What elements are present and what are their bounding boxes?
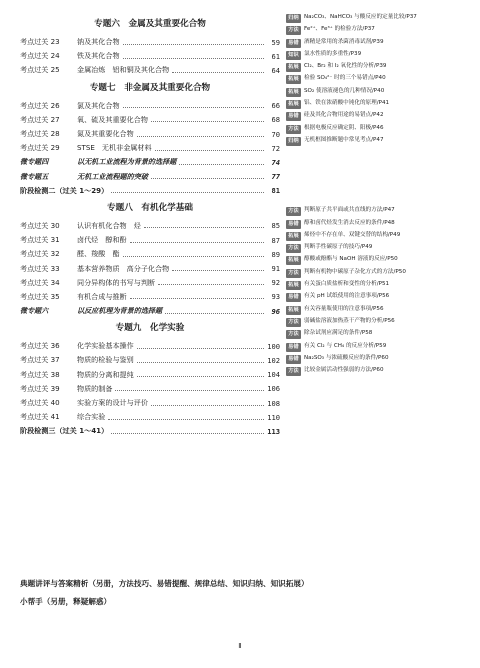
sidebar-text: 判断手性碳原子的技巧/P49 (304, 244, 373, 251)
toc-row[interactable] (20, 219, 280, 233)
toc-row[interactable] (20, 113, 280, 127)
sidebar-tag: 易错 (286, 293, 301, 302)
toc-text: 同分异构体的书写与判断 (77, 277, 156, 287)
sidebar-item[interactable] (286, 318, 468, 327)
dot-leader (158, 284, 264, 285)
toc-row-special-topic[interactable] (20, 155, 280, 169)
toc-text: 物质的分离和提纯 (77, 369, 134, 379)
toc-page-number: 93 (271, 292, 280, 302)
dot-leader (137, 362, 264, 363)
toc-left-column (20, 14, 280, 439)
toc-page-number: 89 (271, 249, 280, 259)
sidebar-text: 判断有机物中碳原子杂化方式的方法/P50 (304, 268, 406, 275)
toc-label: 考点过关 28 (20, 129, 60, 139)
toc-row[interactable] (20, 63, 280, 77)
toc-label: 考点过关 36 (20, 341, 60, 351)
supplement-note: 典题讲评与答案精析（另册，方法技巧、易错提醒、规律总结、知识归纳、知识拓展） (20, 579, 309, 588)
sidebar-item[interactable] (286, 112, 468, 121)
toc-row[interactable] (20, 276, 280, 290)
toc-page-number: 72 (271, 143, 280, 153)
toc-label: 考点过关 35 (20, 291, 60, 301)
dot-leader (123, 107, 264, 108)
toc-page-number: 102 (267, 355, 280, 365)
toc-page-number: 104 (267, 370, 280, 380)
toc-label: 考点过关 31 (20, 235, 60, 245)
sidebar-tag: 拓展 (286, 281, 301, 290)
sidebar-text: 醇酸或酚酯与 NaOH 溶液的反应/P50 (304, 256, 398, 263)
toc-label: 考点过关 40 (20, 398, 60, 408)
sidebar-item[interactable] (286, 75, 468, 84)
sidebar-item[interactable] (286, 269, 468, 278)
toc-row[interactable] (20, 127, 280, 141)
toc-text: 醛、羧酸 酯 (77, 249, 120, 259)
toc-row[interactable] (20, 290, 280, 304)
sidebar-text: 醇和卤代烃发生消去反应的条件/P48 (304, 219, 395, 226)
section-title: 专题八 有机化学基础 (107, 202, 193, 213)
toc-label: 考点过关 33 (20, 263, 60, 273)
toc-page-number: 110 (267, 412, 280, 422)
toc-label: 考点过关 39 (20, 383, 60, 393)
dot-leader (123, 256, 264, 257)
sidebar-text: Na₂CO₃、NaHCO₃ 与酸反应的定量比较/P37 (304, 14, 417, 20)
toc-text: 无机工业流程题的突破 (77, 171, 148, 181)
dot-leader (130, 242, 264, 243)
toc-label: 考点过关 32 (20, 249, 60, 259)
toc-text: 以无机工业流程为背景的选择题 (77, 157, 177, 167)
sidebar-text: 氯水性质的多重性/P39 (304, 50, 362, 57)
toc-row[interactable] (20, 141, 280, 155)
sidebar-text: 酒精是常用的杀菌消毒试剂/P39 (304, 38, 384, 45)
dot-leader (155, 150, 264, 151)
toc-label: 考点过关 41 (20, 412, 60, 422)
toc-page-number: 68 (271, 115, 280, 125)
dot-leader (137, 348, 264, 349)
toc-text: 物质的制备 (77, 383, 113, 393)
toc-label: 考点过关 29 (20, 143, 60, 153)
sidebar-item[interactable] (286, 256, 468, 265)
page-number: Ⅱ (238, 642, 242, 650)
sidebar-item[interactable] (286, 343, 468, 352)
toc-page-number: 113 (267, 426, 280, 436)
sidebar-tag: 拓展 (286, 63, 301, 72)
sidebar-tag: 方法 (286, 125, 301, 134)
toc-row-stage-test[interactable] (20, 424, 280, 438)
sidebar-tag: 知识 (286, 51, 301, 60)
toc-text: 氧、硫及其重要化合物 (77, 114, 148, 124)
dot-leader (130, 298, 264, 299)
sidebar-text: 检验 SO₄²⁻ 时的三个易错点/P40 (304, 75, 386, 82)
dot-leader (111, 192, 264, 193)
toc-page-number: 59 (271, 37, 280, 47)
sidebar-text: 烯烃中不存在单、双键交替的结构/P49 (304, 231, 401, 238)
toc-page-number: 92 (271, 278, 280, 288)
toc-text: 阶段检测三（过关 1～41） (20, 426, 109, 436)
section-title: 专题九 化学实验 (115, 323, 185, 334)
toc-label: 微专题五 (20, 171, 49, 181)
sidebar-tag: 方法 (286, 318, 301, 327)
sidebar-item[interactable] (286, 63, 468, 72)
toc-label: 考点过关 37 (20, 355, 60, 365)
sidebar-tag: 拓展 (286, 75, 301, 84)
toc-text: STSE 无机非金属材料 (77, 143, 152, 153)
sidebar-tag: 归纳 (286, 14, 301, 23)
toc-page-number: 64 (271, 65, 280, 75)
sidebar-text: 有关容量瓶使用的注意事项/P56 (304, 305, 384, 312)
sidebar-tag: 拓展 (286, 100, 301, 109)
sidebar-text: 除杂试剂应满足的条件/P58 (304, 330, 373, 337)
toc-text: 铁及其化合物 (77, 51, 120, 61)
sidebar-text: 比较金属活动性强弱的方法/P60 (304, 367, 384, 374)
toc-text: 化学实验基本操作 (77, 341, 134, 351)
toc-row[interactable] (20, 247, 280, 261)
toc-page-number: 108 (267, 398, 280, 408)
sidebar-tag: 拓展 (286, 88, 301, 97)
sidebar-item[interactable] (286, 137, 468, 146)
toc-text: 氯及其化合物 (77, 100, 120, 110)
sidebar-item[interactable] (286, 281, 468, 290)
toc-page-number: 77 (271, 172, 280, 182)
sidebar-item[interactable] (286, 39, 468, 48)
sidebar-tag: 易错 (286, 220, 301, 229)
dot-leader (137, 136, 264, 137)
sidebar-text: 硅及其化合物用途的易错点/P42 (304, 112, 384, 119)
sidebar-item[interactable] (286, 367, 468, 376)
toc-row[interactable] (20, 396, 280, 410)
section-title: 专题七 非金属及其重要化合物 (89, 82, 211, 93)
toc-row[interactable] (20, 339, 280, 353)
toc-page-number: 70 (271, 129, 280, 139)
sidebar-tag: 方法 (286, 26, 301, 35)
dot-leader (165, 313, 264, 314)
sidebar-group (286, 14, 468, 146)
dot-leader (151, 405, 264, 406)
sidebar-tag: 归纳 (286, 137, 301, 146)
toc-page-number: 74 (271, 157, 280, 167)
section-title: 专题六 金属及其重要化合物 (94, 19, 206, 29)
sidebar-tag: 方法 (286, 244, 301, 253)
sidebar-item[interactable] (286, 355, 468, 364)
dot-leader (179, 164, 264, 165)
sidebar-tag: 易错 (286, 39, 301, 48)
toc-page-number: 100 (267, 341, 280, 351)
toc-page-number: 87 (271, 235, 280, 245)
sidebar-item[interactable] (286, 244, 468, 253)
toc-row[interactable] (20, 353, 280, 367)
toc-text: 基本营养物质 高分子化合物 (77, 263, 170, 273)
sidebar-tag: 拓展 (286, 232, 301, 241)
dot-leader (108, 419, 264, 420)
toc-row[interactable] (20, 49, 280, 63)
toc-text: 金属冶炼 铝和铜及其化合物 (77, 65, 170, 75)
sidebar-tag: 易错 (286, 112, 301, 121)
toc-sidebar-column (286, 14, 468, 379)
sidebar-group (286, 207, 468, 376)
sidebar-item[interactable] (286, 220, 468, 229)
toc-label: 考点过关 23 (20, 37, 60, 47)
sidebar-text: 根据电极反应确定阴、阳极/P46 (304, 124, 384, 131)
sidebar-tag: 方法 (286, 330, 301, 339)
toc-text: 卤代烃 醇和酚 (77, 235, 127, 245)
sidebar-text: 有关 pH 试纸使用的注意事项/P56 (304, 293, 390, 300)
sidebar-tag: 方法 (286, 269, 301, 278)
toc-page-number: 85 (271, 221, 280, 231)
toc-row[interactable] (20, 410, 280, 424)
toc-label: 考点过关 30 (20, 220, 60, 230)
sidebar-text: 有关 Cl₂ 与 CH₄ 的反应分析/P59 (304, 342, 387, 349)
sidebar-item[interactable] (286, 232, 468, 241)
toc-text: 实验方案的设计与评价 (77, 398, 148, 408)
toc-text: 钠及其化合物 (77, 37, 120, 47)
sidebar-item[interactable] (286, 14, 468, 23)
sidebar-tag: 方法 (286, 367, 301, 376)
toc-page-number: 61 (271, 51, 280, 61)
sidebar-item[interactable] (286, 330, 468, 339)
sidebar-item[interactable] (286, 306, 468, 315)
helper-note: 小帮手（另册，释疑解惑） (20, 597, 112, 606)
sidebar-tag: 拓展 (286, 306, 301, 315)
sidebar-text: Na₂SO₃ 与浓硫酸反应的条件/P60 (304, 354, 389, 361)
toc-text: 氮及其重要化合物 (77, 129, 134, 139)
sidebar-item[interactable] (286, 125, 468, 134)
toc-label: 考点过关 24 (20, 51, 60, 61)
sidebar-item[interactable] (286, 88, 468, 97)
toc-row[interactable] (20, 99, 280, 113)
toc-text: 以反应机理为背景的选择题 (77, 306, 163, 316)
sidebar-item[interactable] (286, 207, 468, 216)
toc-text: 有机合成与推断 (77, 291, 127, 301)
sidebar-text: 弱碱盐溶液加热蒸干产物的分析/P56 (304, 317, 395, 324)
toc-row-special-topic[interactable] (20, 170, 280, 184)
toc-label: 微专题六 (20, 306, 49, 316)
sidebar-text: SO₂ 使溶液褪色的几种情况/P40 (304, 87, 385, 94)
dot-leader (123, 58, 264, 59)
toc-text: 物质的检验与鉴别 (77, 355, 134, 365)
dot-leader (151, 178, 264, 179)
dot-leader (115, 390, 264, 391)
dot-leader (123, 44, 264, 45)
sidebar-tag: 易错 (286, 343, 301, 352)
sidebar-text: 有关蛋白质盐析和变性的分析/P51 (304, 281, 390, 288)
dot-leader (111, 433, 264, 434)
toc-row[interactable] (20, 35, 280, 49)
sidebar-item[interactable] (286, 293, 468, 302)
sidebar-item[interactable] (286, 26, 468, 35)
dot-leader (172, 270, 264, 271)
sidebar-tag: 易错 (286, 355, 301, 364)
toc-row[interactable] (20, 233, 280, 247)
sidebar-item[interactable] (286, 100, 468, 109)
toc-label: 微专题四 (20, 157, 49, 167)
toc-row[interactable] (20, 368, 280, 382)
toc-row[interactable] (20, 261, 280, 275)
dot-leader (144, 227, 264, 228)
toc-label: 考点过关 34 (20, 277, 60, 287)
toc-page-number: 106 (267, 384, 280, 394)
toc-page-number: 96 (271, 306, 280, 316)
sidebar-tag: 拓展 (286, 256, 301, 265)
dot-leader (137, 376, 264, 377)
toc-text: 认识有机化合物 烃 (77, 220, 141, 230)
toc-row-stage-test[interactable] (20, 184, 280, 198)
toc-text: 综合实验 (77, 412, 106, 422)
sidebar-spacer (286, 149, 468, 207)
toc-page-number: 66 (271, 101, 280, 111)
sidebar-tag: 方法 (286, 207, 301, 216)
toc-label: 考点过关 26 (20, 100, 60, 110)
toc-page-number: 91 (271, 264, 280, 274)
sidebar-item[interactable] (286, 51, 468, 60)
toc-label: 考点过关 25 (20, 65, 60, 75)
toc-label: 考点过关 38 (20, 369, 60, 379)
sidebar-text: 判断原子共平面或共直线的方法/P47 (304, 207, 395, 214)
toc-page-number: 81 (271, 186, 280, 196)
sidebar-text: 铝、铁在浓硝酸中钝化的原理/P41 (304, 100, 390, 107)
sidebar-text: Fe²⁺、Fe³⁺ 的检验方法/P37 (304, 26, 375, 33)
dot-leader (172, 72, 264, 73)
dot-leader (151, 121, 264, 122)
sidebar-text: 无机框图推断题中常见考点/P47 (304, 136, 384, 143)
sidebar-text: Cl₂、Br₂ 和 I₂ 氧化性的分析/P39 (304, 63, 387, 70)
toc-row-special-topic[interactable] (20, 304, 280, 318)
toc-row[interactable] (20, 382, 280, 396)
toc-label: 考点过关 27 (20, 114, 60, 124)
toc-text: 阶段检测二（过关 1～29） (20, 185, 109, 195)
